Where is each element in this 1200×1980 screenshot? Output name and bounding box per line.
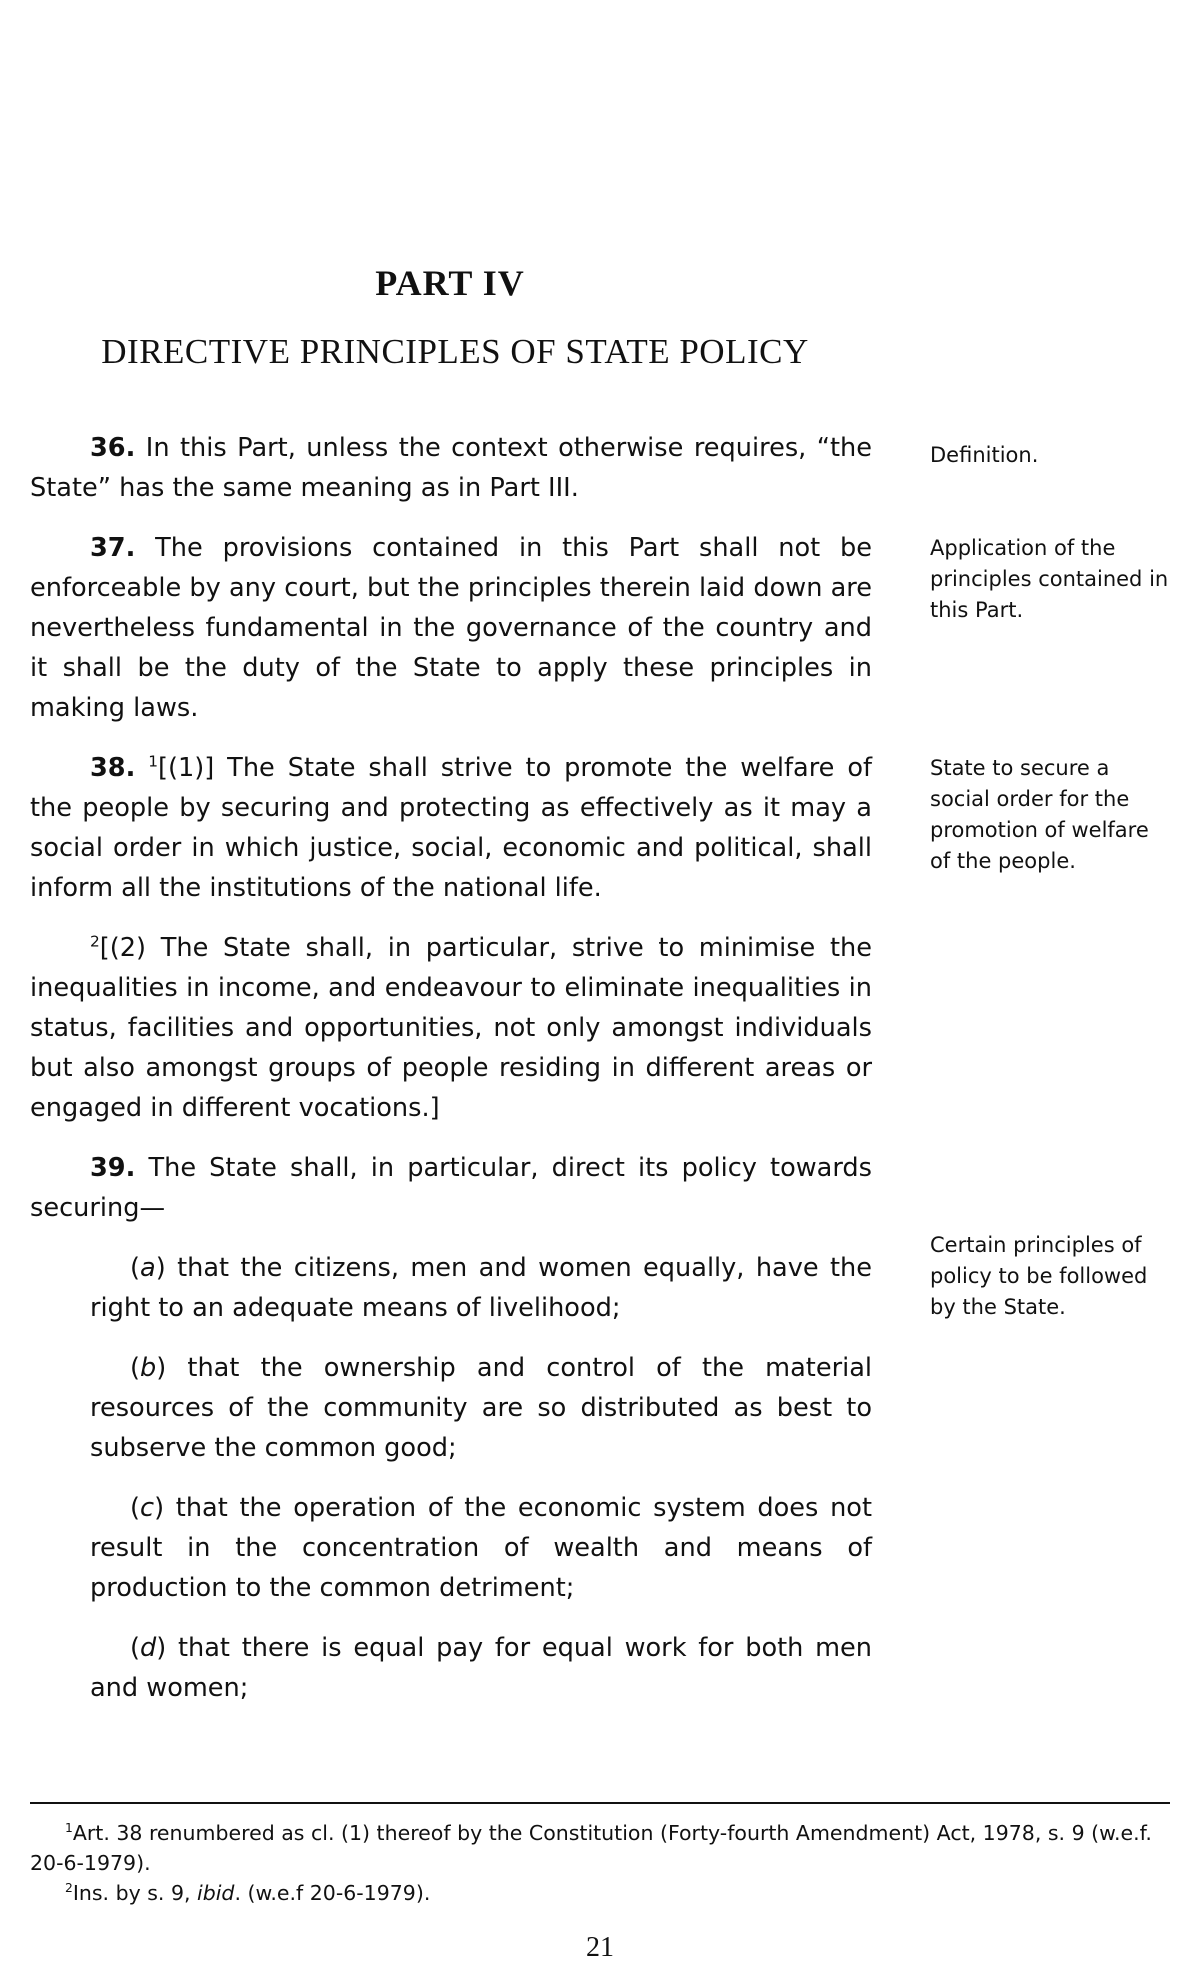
- footnote-ibid: ibid: [197, 1881, 235, 1905]
- clause-label: d: [140, 1633, 157, 1663]
- marginal-note-37: Application of the principles contained in this Part.: [930, 536, 1169, 622]
- marginal-note-36: Definition.: [930, 443, 1039, 467]
- footnote-marker: 1: [65, 1821, 73, 1836]
- clause-label: b: [140, 1353, 157, 1383]
- clause-text: that the citizens, men and women equally, have the right to an adequate means of livelihood;: [90, 1253, 872, 1323]
- footnotes: [30, 1818, 1170, 1908]
- clause-a: (a) that the citizens, men and women equally, have the right to an adequate means of livelihood;: [90, 1253, 872, 1323]
- article-number: 39.: [90, 1153, 136, 1183]
- clause-c: (c) that the operation of the economic system does not result in the concentration of wealth and means of production to the common detriment;: [90, 1493, 872, 1603]
- page-number: 21: [586, 1932, 614, 1963]
- clause-label: a: [140, 1253, 156, 1283]
- marginal-note-39: Certain principles of policy to be followed by the State.: [930, 1233, 1148, 1319]
- clause-text: that the operation of the economic system does not result in the concentration of wealth and means of production to the common detriment;: [90, 1493, 872, 1603]
- footnote-1: [30, 1818, 1170, 1878]
- footnote-2: [30, 1878, 1170, 1908]
- clause-text: that the ownership and control of the material resources of the community are so distributed as best to subserve the common good;: [90, 1353, 872, 1463]
- article-number: 37.: [90, 533, 136, 563]
- article-text: [(1)] The State shall strive to promote the welfare of the people by securing and protecting as effectively as it may a social order in which justice, social, economic and political, shall inform all the institutions of the national life.: [30, 753, 872, 903]
- footnote-text: Ins. by s. 9,: [72, 1881, 198, 1905]
- clause-label: c: [140, 1493, 155, 1523]
- article-36: [30, 428, 872, 508]
- body-text: [30, 428, 872, 1728]
- article-text: In this Part, unless the context otherwise requires, “the State” has the same meaning as in Part III.: [30, 433, 872, 503]
- part-subtitle: DIRECTIVE PRINCIPLES OF STATE POLICY: [101, 332, 809, 371]
- article-text: The State shall, in particular, direct its policy towards securing—: [30, 1153, 872, 1223]
- clause-d: (d) that there is equal pay for equal work for both men and women;: [90, 1633, 872, 1703]
- clause-b: (b) that the ownership and control of the material resources of the community are so distributed as best to subserve the common good;: [90, 1353, 872, 1463]
- footnote-text: Art. 38 renumbered as cl. (1) thereof by the Constitution (Forty-fourth Amendment) Act, 1978, s. 9 (w.e.f. 20-6-1979).: [30, 1821, 1152, 1875]
- article-38-1: [30, 748, 872, 908]
- part-title: PART IV: [375, 263, 525, 303]
- marginal-note-38: State to secure a social order for the promotion of welfare of the people.: [930, 756, 1149, 873]
- article-39: [30, 1148, 872, 1228]
- article-37: [30, 528, 872, 728]
- article-text: [(2) The State shall, in particular, strive to minimise the inequalities in income, and endeavour to eliminate inequalities in status, facilities and opportunities, not only amongst individuals but also amongst groups of people residing in different areas or engaged in different vocations.]: [30, 933, 872, 1123]
- footnote-text-end: . (w.e.f 20-6-1979).: [234, 1881, 431, 1905]
- footnote-marker: 2: [65, 1881, 73, 1896]
- article-number: 38.: [90, 753, 136, 783]
- clause-text: that there is equal pay for equal work for both men and women;: [90, 1633, 872, 1703]
- footnote-ref: 2: [90, 932, 100, 951]
- article-text: The provisions contained in this Part shall not be enforceable by any court, but the principles therein laid down are nevertheless fundamental in the governance of the country and it shall be the duty of the State to apply these principles in making laws.: [30, 533, 872, 723]
- article-number: 36.: [90, 433, 136, 463]
- footnote-ref: 1: [148, 752, 159, 771]
- article-38-2: [30, 928, 872, 1128]
- footnote-divider: [30, 1802, 1170, 1804]
